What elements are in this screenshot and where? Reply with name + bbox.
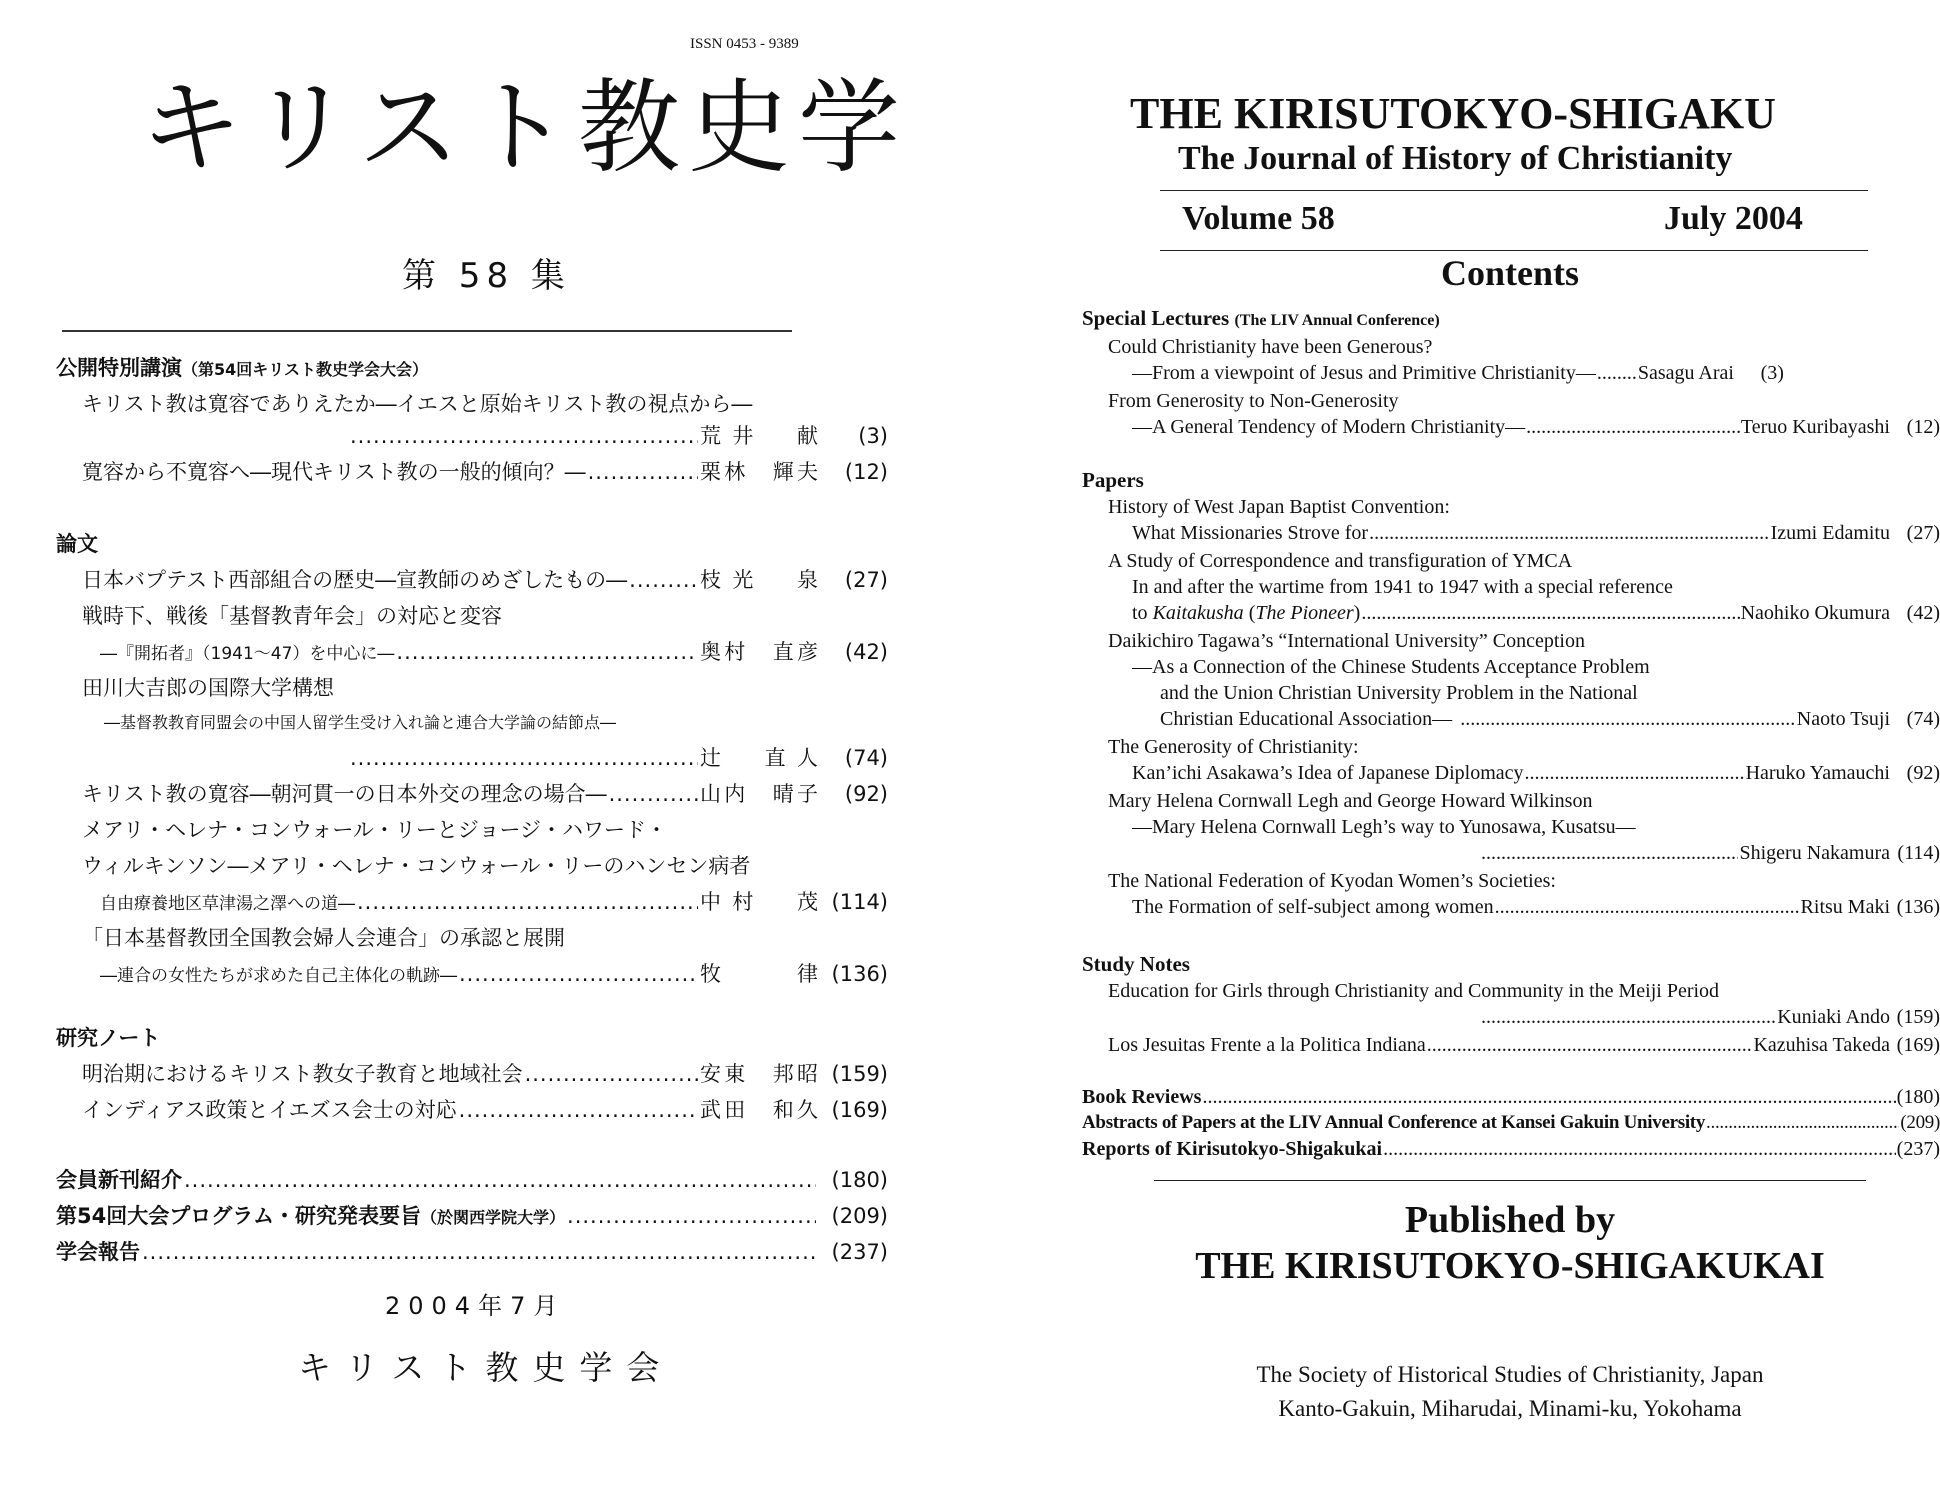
volume-number-jp: 第 58 集 <box>402 256 571 296</box>
english-contents-page <box>1060 0 1940 1488</box>
section-heading-lectures-jp <box>56 352 428 382</box>
toc-entry-title: キリスト教は寛容でありえたか―イエスと原始キリスト教の視点から― <box>82 392 753 416</box>
toc-entry-subtitle: ―『開拓者』（1941～47）を中心に― <box>100 644 395 664</box>
toc-entry-title: 「日本基督教団全国教会婦人会連合」の承認と展開 <box>82 926 565 950</box>
header-divider <box>1160 250 1868 251</box>
leader-dots <box>1481 842 1738 865</box>
leader-dots <box>1460 708 1796 731</box>
toc-entry-title: Los Jesuitas Frente a la Politica Indiana <box>1108 1034 1426 1056</box>
toc-author: 武田 和久 <box>700 1098 818 1122</box>
toc-entry-title: Could Christianity have been Generous? <box>1108 336 1433 358</box>
toc-page-number: (114) <box>1897 842 1940 864</box>
toc-entry-title: 日本バプテスト西部組合の歴史―宣教師のめざしたもの― <box>82 568 628 592</box>
toc-author: Naoto Tsuji <box>1796 708 1890 730</box>
toc-page-number: (169) <box>831 1098 888 1122</box>
toc-page-number: (136) <box>1896 896 1940 918</box>
leader-dots <box>1525 762 1745 785</box>
leader-dots <box>1495 896 1800 919</box>
toc-author: Ritsu Maki <box>1800 896 1890 918</box>
toc-entry-subtitle: ―基督教教育同盟会の中国人留学生受け入れ論と連合大学論の結節点― <box>104 713 617 732</box>
toc-entry-title: キリスト教の寛容―朝河貫一の日本外交の理念の場合― <box>82 782 607 806</box>
section-note: （第54回キリスト教史学会大会） <box>182 360 428 379</box>
issn-label: ISSN 0453 - 9389 <box>690 36 799 52</box>
leader-dots <box>459 1098 698 1122</box>
leader-dots <box>357 890 698 914</box>
toc-page-number: (12) <box>1906 416 1940 438</box>
leader-dots <box>1481 1006 1776 1029</box>
toc-entry <box>1480 1006 1940 1029</box>
toc-entry <box>1108 1034 1940 1057</box>
text-fragment: to <box>1132 602 1153 624</box>
toc-entry-subtitle: —A General Tendency of Modern Christianity— <box>1132 416 1526 438</box>
toc-entry <box>1082 1138 1940 1161</box>
journal-subtitle-en: The Journal of History of Christianity <box>1178 140 1733 177</box>
toc-entry-title-cont: ウィルキンソン―メアリ・ヘレナ・コンウォール・リーのハンセン病者 <box>82 854 751 878</box>
toc-entry-title: インディアス政策とイエズス会士の対応 <box>82 1098 457 1122</box>
toc-entry <box>1132 416 1940 439</box>
toc-entry <box>56 1164 888 1194</box>
toc-entry-title: Education for Girls through Christianity and Community in the Meiji Period <box>1108 980 1720 1002</box>
toc-entry-title: メアリ・ヘレナ・コンウォール・リーとジョージ・ハワード・ <box>82 818 668 842</box>
leader-dots <box>1597 362 1637 385</box>
publisher-en: THE KIRISUTOKYO-SHIGAKUKAI <box>1195 1245 1825 1287</box>
leader-dots <box>1369 522 1770 545</box>
toc-entry-title <box>56 1200 565 1230</box>
toc-page-number: (74) <box>1906 708 1940 730</box>
leader-dots <box>525 1062 698 1086</box>
publisher-address-line: Kanto-Gakuin, Miharudai, Minami-ku, Yokohama <box>1278 1396 1742 1421</box>
toc-page-number: (237) <box>831 1240 888 1264</box>
published-by-label: Published by <box>1404 1199 1616 1241</box>
leader-dots <box>1427 1034 1753 1057</box>
toc-entry-subtitle: 自由療養地区草津湯之澤への道― <box>100 894 355 914</box>
toc-entry-subtitle: The Formation of self-subject among women <box>1132 896 1494 918</box>
section-note: (The LIV Annual Conference) <box>1234 312 1440 329</box>
footer-divider <box>1154 1180 1866 1181</box>
toc-author: 中村 茂 <box>700 890 818 914</box>
toc-entry-title: 明治期におけるキリスト教女子教育と地域社会 <box>82 1062 523 1086</box>
toc-author: 奥村 直彦 <box>700 640 818 664</box>
toc-page-number: (42) <box>844 640 888 664</box>
leader-dots <box>1202 1086 1895 1109</box>
issue-date-en: July 2004 <box>1664 200 1803 237</box>
header-divider <box>1160 190 1868 191</box>
toc-page-number: (3) <box>1760 362 1784 384</box>
toc-entry <box>100 958 888 988</box>
toc-entry <box>348 742 888 772</box>
toc-page-number: (209) <box>1900 1112 1940 1133</box>
toc-author: 栗林 輝夫 <box>700 460 818 484</box>
toc-author: Shigeru Nakamura <box>1739 842 1890 864</box>
section-heading-lectures-en <box>1082 306 1440 331</box>
toc-entry-subtitle: —From a viewpoint of Jesus and Primitive Christianity— <box>1132 362 1596 384</box>
toc-page-number: (209) <box>831 1204 888 1228</box>
toc-page-number: (136) <box>831 962 888 986</box>
toc-entry <box>56 1236 888 1266</box>
toc-page-number: (27) <box>1906 522 1940 544</box>
toc-entry-title: Daikichiro Tagawa’s “International University” Conception <box>1108 630 1585 652</box>
toc-entry <box>56 1200 888 1230</box>
toc-entry-title: 会員新刊紹介 <box>56 1168 182 1192</box>
toc-entry-title: From Generosity to Non-Generosity <box>1108 390 1399 412</box>
toc-entry-label: 第54回大会プログラム・研究発表要旨 <box>56 1204 422 1228</box>
toc-entry-subtitle: Kan’ichi Asakawa’s Idea of Japanese Diplomacy <box>1132 762 1524 784</box>
toc-entry <box>100 636 888 666</box>
leader-dots <box>1361 602 1739 625</box>
publisher-jp: キリスト教史学会 <box>298 1348 674 1387</box>
title-divider <box>62 330 792 332</box>
section-label: Special Lectures <box>1082 306 1230 330</box>
toc-page-number: (74) <box>844 746 888 770</box>
toc-entry-title: 戦時下、戦後「基督教青年会」の対応と変容 <box>82 604 502 628</box>
leader-dots <box>184 1168 816 1192</box>
toc-author: 枝光 泉 <box>700 568 818 592</box>
toc-page-number: (180) <box>831 1168 888 1192</box>
toc-entry <box>1160 708 1940 731</box>
text-fragment: ) <box>1353 602 1361 624</box>
toc-entry-subtitle: What Missionaries Strove for <box>1132 522 1369 544</box>
toc-page-number: (42) <box>1906 602 1940 624</box>
toc-entry-title: 田川大吉郎の国際大学構想 <box>82 676 334 700</box>
toc-entry <box>1082 1086 1940 1109</box>
toc-author: 辻 直人 <box>700 746 818 770</box>
toc-entry <box>1132 522 1940 545</box>
toc-entry <box>82 778 888 808</box>
section-heading-notes-en: Study Notes <box>1082 952 1190 976</box>
toc-page-number: (12) <box>844 460 888 484</box>
toc-entry-title: 学会報告 <box>56 1240 140 1264</box>
toc-author: Naohiko Okumura <box>1740 602 1890 624</box>
toc-page-number: (3) <box>858 424 888 448</box>
toc-page-number: (169) <box>1896 1034 1940 1056</box>
toc-page-number: (92) <box>844 782 888 806</box>
toc-entry-title: History of West Japan Baptist Convention: <box>1108 496 1450 518</box>
toc-entry-subtitle <box>1132 602 1360 625</box>
toc-entry-subtitle: —As a Connection of the Chinese Students Acceptance Problem <box>1132 656 1650 678</box>
section-heading-notes-jp: 研究ノート <box>56 1026 161 1050</box>
toc-author: Haruko Yamauchi <box>1745 762 1890 784</box>
toc-entry <box>1132 762 1940 785</box>
toc-entry <box>1132 896 1940 919</box>
toc-author: Kazuhisa Takeda <box>1753 1034 1890 1056</box>
toc-entry-title: Mary Helena Cornwall Legh and George Howard Wilkinson <box>1108 790 1593 812</box>
toc-author: 安東 邦昭 <box>700 1062 818 1086</box>
toc-entry-subtitle: ―連合の女性たちが求めた自己主体化の軌跡― <box>100 966 457 986</box>
toc-page-number: (92) <box>1906 762 1940 784</box>
toc-entry <box>82 564 888 594</box>
toc-page-number: (27) <box>844 568 888 592</box>
toc-entry <box>82 456 888 486</box>
leader-dots <box>1526 416 1740 439</box>
toc-entry-title: Reports of Kirisutokyo-Shigakukai <box>1082 1138 1383 1160</box>
toc-entry <box>1082 1112 1940 1134</box>
toc-entry-note: （於関西学院大学） <box>421 1208 566 1227</box>
toc-entry-title: Abstracts of Papers at the LIV Annual Conference at Kansei Gakuin University <box>1082 1112 1706 1133</box>
toc-author: Kuniaki Ando <box>1777 1006 1890 1028</box>
toc-page-number: (159) <box>831 1062 888 1086</box>
leader-dots <box>1706 1112 1899 1134</box>
toc-author: 荒井 献 <box>700 424 818 448</box>
toc-entry-title: The National Federation of Kyodan Women’s Societies: <box>1108 870 1556 892</box>
section-heading-papers-en: Papers <box>1082 468 1144 492</box>
section-label: 公開特別講演 <box>56 356 182 380</box>
toc-entry <box>1480 842 1940 865</box>
toc-entry <box>1132 362 1940 385</box>
volume-number-en: Volume 58 <box>1182 200 1335 237</box>
toc-entry-title: The Generosity of Christianity: <box>1108 736 1359 758</box>
text-fragment: ( <box>1243 602 1256 624</box>
toc-entry <box>82 1094 888 1124</box>
toc-entry-subtitle: Christian Educational Association— <box>1160 708 1453 730</box>
toc-page-number: (237) <box>1896 1138 1940 1160</box>
toc-entry-subtitle: and the Union Christian University Problem in the National <box>1160 682 1638 704</box>
leader-dots <box>142 1240 816 1264</box>
leader-dots <box>350 746 698 770</box>
toc-entry-subtitle: In and after the wartime from 1941 to 1947 with a special reference <box>1132 576 1673 598</box>
toc-entry <box>348 420 888 450</box>
toc-entry-subtitle: —Mary Helena Cornwall Legh’s way to Yunosawa, Kusatsu— <box>1132 816 1636 838</box>
text-fragment-italic: The Pioneer <box>1255 602 1354 624</box>
leader-dots <box>609 782 698 806</box>
toc-entry <box>100 886 888 916</box>
publisher-address-line: The Society of Historical Studies of Christianity, Japan <box>1256 1362 1764 1387</box>
text-fragment-italic: Kaitakusha <box>1152 602 1244 624</box>
toc-page-number: (114) <box>831 890 888 914</box>
section-heading-papers-jp: 論文 <box>56 532 98 556</box>
toc-entry-title: Book Reviews <box>1082 1086 1202 1108</box>
leader-dots <box>567 1204 816 1228</box>
toc-author: Izumi Edamitu <box>1770 522 1890 544</box>
toc-author: Teruo Kuribayashi <box>1740 416 1890 438</box>
toc-entry-title: 寛容から不寛容へ―現代キリスト教の一般的傾向？― <box>82 460 586 484</box>
leader-dots <box>1383 1138 1896 1161</box>
leader-dots <box>396 640 698 664</box>
publication-date-jp: 2004年7月 <box>385 1292 566 1320</box>
toc-author: Sasagu Arai <box>1637 362 1734 384</box>
contents-heading: Contents <box>1440 253 1579 293</box>
toc-page-number: (180) <box>1896 1086 1940 1108</box>
leader-dots <box>588 460 698 484</box>
toc-entry-title: A Study of Correspondence and transfiguration of YMCA <box>1108 550 1573 572</box>
toc-author: 山内 晴子 <box>700 782 818 806</box>
journal-title-en: THE KIRISUTOKYO-SHIGAKU <box>1130 89 1776 138</box>
toc-entry <box>82 1058 888 1088</box>
leader-dots <box>459 962 698 986</box>
toc-page-number: (159) <box>1896 1006 1940 1028</box>
toc-entry <box>1132 602 1940 625</box>
toc-author: 牧 律 <box>700 962 818 986</box>
leader-dots <box>350 424 698 448</box>
journal-title-jp: キリスト教史学 <box>140 69 908 188</box>
leader-dots <box>629 568 698 592</box>
